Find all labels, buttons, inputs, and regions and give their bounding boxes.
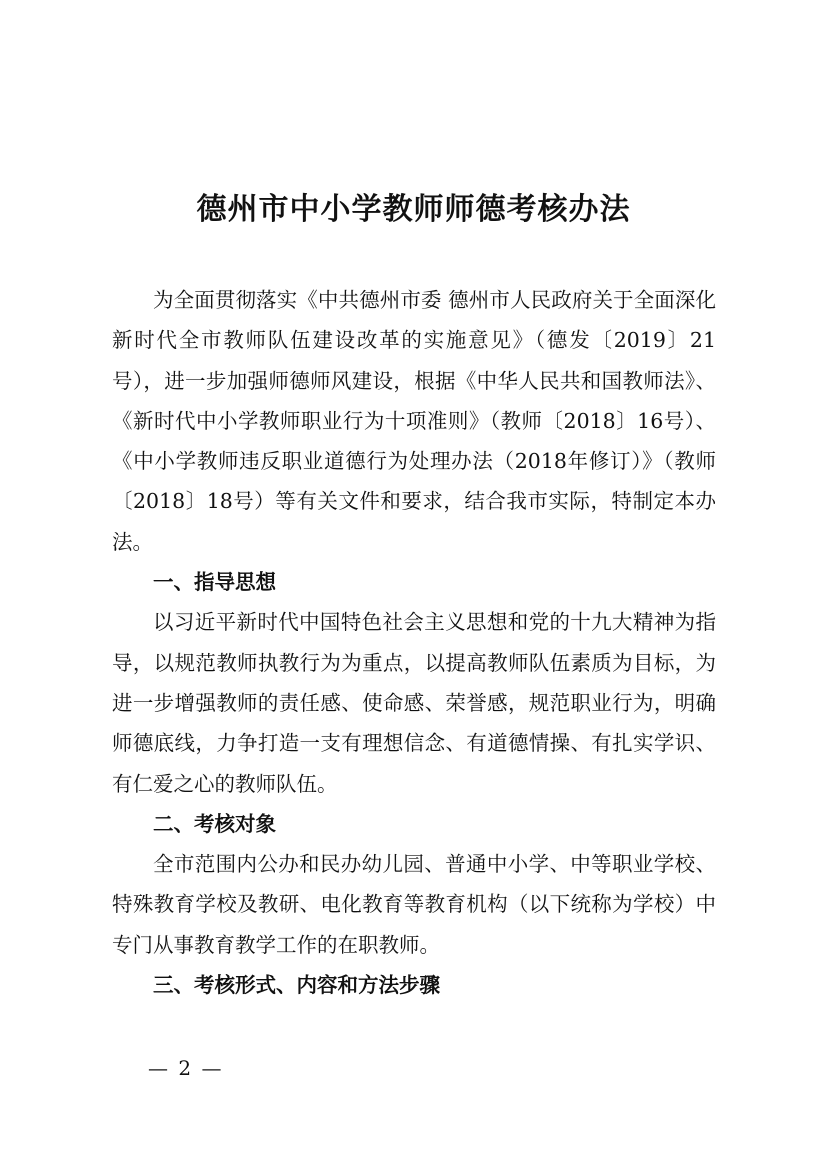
section-text-assessment-targets: 全市范围内公办和民办幼儿园、普通中小学、中等职业学校、特殊教育学校及教研、电化教育等教育机构（以下统称为学校）中专门从事教育教学工作的在职教师。 [112, 852, 716, 957]
document-title: 德州市中小学教师师德考核办法 [196, 192, 631, 227]
section-text-guiding-ideology: 以习近平新时代中国特色社会主义思想和党的十九大精神为指导，以规范教师执教行为为重点，以提高教师队伍素质为目标，为进一步增强教师的责任感、使命感、荣誉感，规范职业行为，明确师德底线，力争打造一支有理想信念、有道德情操、有扎实学识、有仁爱之心的教师队伍。 [112, 610, 716, 796]
section-heading-assessment-methods: 三、考核形式、内容和方法步骤 [153, 973, 440, 998]
intro-paragraph: 为全面贯彻落实《中共德州市委 德州市人民政府关于全面深化新时代全市教师队伍建设改革的实施意见》（德发〔2019〕21号），进一步加强师德师风建设，根据《中华人民共和国教师法》、《新时代中小学教师职业行为十项准则》（教师〔2018〕16号）、《中小学教师违反职业道德行为处理办法（2018年修订）》（教师〔2018〕18号）等有关文件和要求，结合我市实际，特制定本办法。 [112, 288, 716, 554]
section-heading-guiding-ideology: 一、指导思想 [153, 570, 276, 595]
document-body [112, 280, 716, 1005]
page-number: — 2 — [148, 1056, 224, 1080]
section-heading-assessment-targets: 二、考核对象 [153, 811, 276, 836]
